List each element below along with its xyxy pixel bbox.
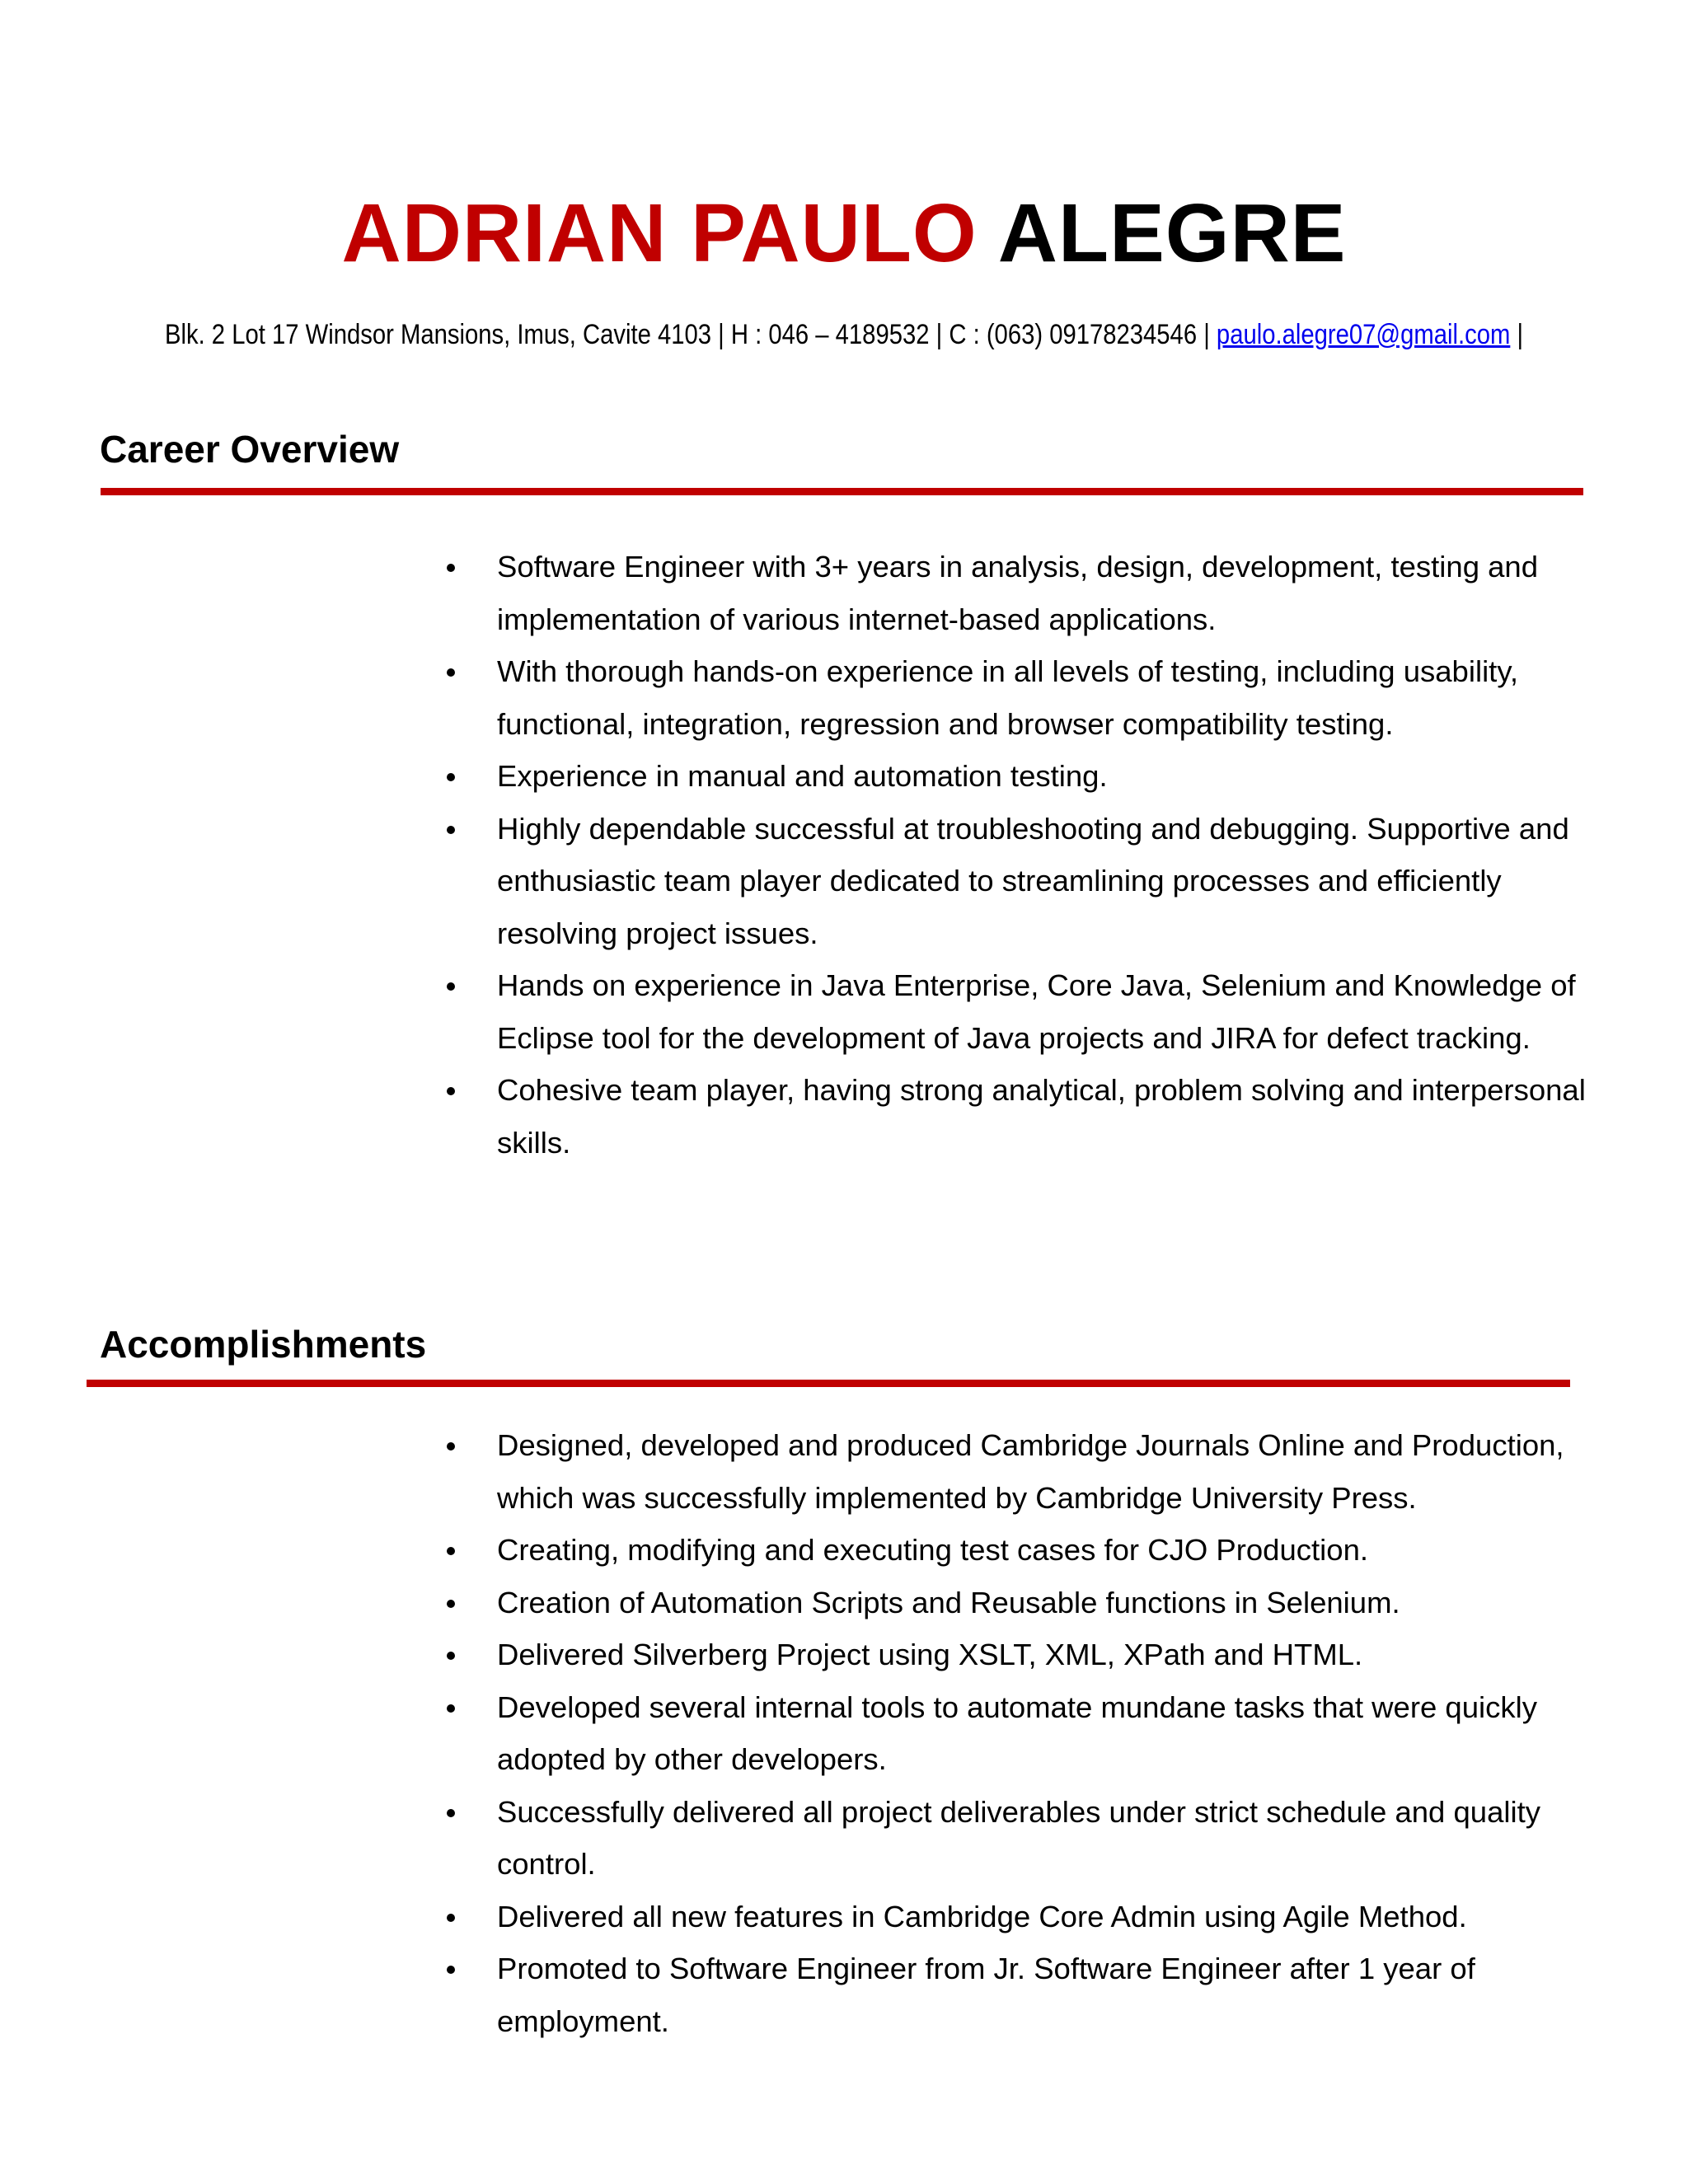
name-first: ADRIAN PAULO (341, 187, 978, 279)
career-overview-heading: Career Overview (100, 428, 400, 471)
name-last: ALEGRE (997, 187, 1347, 279)
career-overview-divider (101, 488, 1583, 495)
list-item: Promoted to Software Engineer from Jr. Software Engineer after 1 year of employment. (443, 1943, 1597, 2047)
candidate-name (0, 188, 1688, 279)
list-item: Creation of Automation Scripts and Reusable functions in Selenium. (443, 1577, 1597, 1629)
list-item: Successfully delivered all project deliverables under strict schedule and quality control. (443, 1786, 1597, 1891)
accomplishments-divider (87, 1380, 1570, 1387)
accomplishments-heading: Accomplishments (100, 1323, 427, 1366)
contact-details: Blk. 2 Lot 17 Windsor Mansions, Imus, Cavite 4103 | H : 046 – 4189532 | C : (063) 09178234546 | (164, 319, 1217, 350)
contact-tail: | (1510, 319, 1524, 350)
list-item: Designed, developed and produced Cambridge Journals Online and Production, which was successfully implemented by Cambridge University Press. (443, 1419, 1597, 1524)
accomplishments-list (443, 1419, 1597, 2047)
list-item: Hands on experience in Java Enterprise, Core Java, Selenium and Knowledge of Eclipse tool for the development of Java projects and JIRA for defect tracking. (443, 959, 1597, 1064)
list-item: Highly dependable successful at troubleshooting and debugging. Supportive and enthusiastic team player dedicated to streamlining processes and efficiently resolving project issues. (443, 803, 1597, 960)
list-item: Creating, modifying and executing test cases for CJO Production. (443, 1524, 1597, 1577)
list-item: Delivered Silverberg Project using XSLT, XML, XPath and HTML. (443, 1629, 1597, 1681)
career-overview-list (443, 541, 1597, 1169)
list-item: With thorough hands-on experience in all levels of testing, including usability, functional, integration, regression and browser compatibility testing. (443, 645, 1597, 750)
list-item: Cohesive team player, having strong analytical, problem solving and interpersonal skills. (443, 1064, 1597, 1169)
list-item: Developed several internal tools to automate mundane tasks that were quickly adopted by other developers. (443, 1681, 1597, 1786)
contact-line (118, 316, 1569, 353)
email-link[interactable]: paulo.alegre07@gmail.com (1216, 319, 1511, 350)
list-item: Delivered all new features in Cambridge Core Admin using Agile Method. (443, 1891, 1597, 1943)
list-item: Experience in manual and automation testing. (443, 750, 1597, 803)
list-item: Software Engineer with 3+ years in analysis, design, development, testing and implementation of various internet-based applications. (443, 541, 1597, 645)
